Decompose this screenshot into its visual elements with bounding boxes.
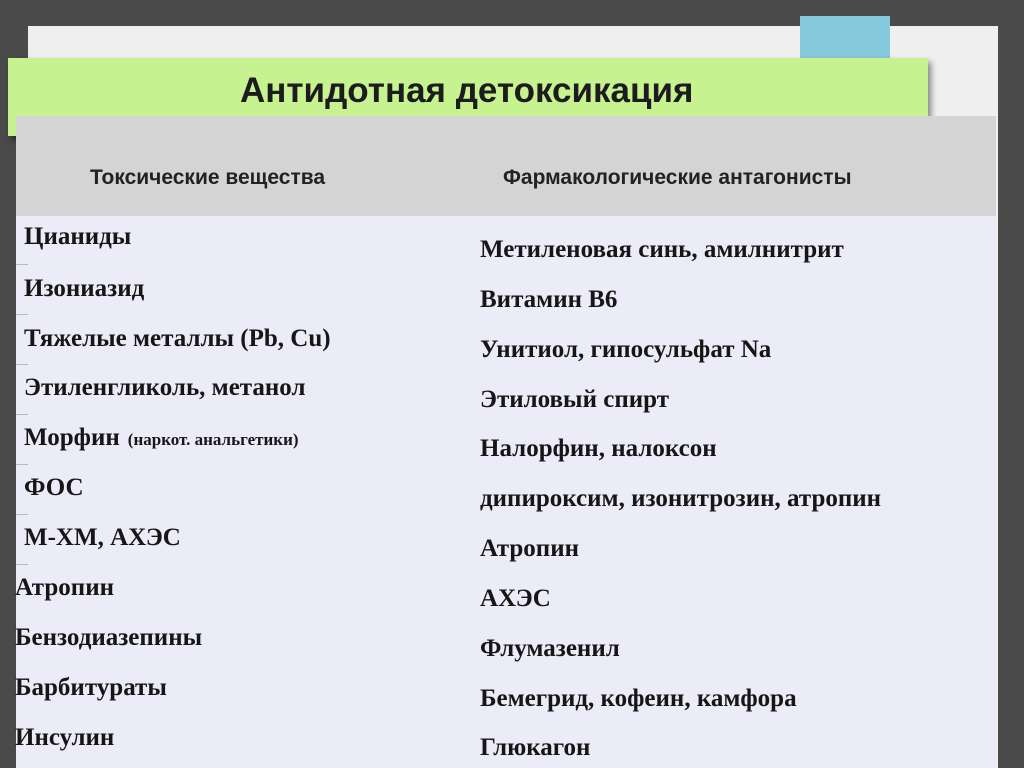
decorative-accent-block — [800, 16, 890, 62]
antagonist-cell: Витамин В6 — [480, 286, 618, 313]
substance-note: (наркот. анальгетики) — [127, 430, 299, 449]
row-divider — [16, 464, 28, 465]
antagonist-cell: Этиловый спирт — [480, 386, 669, 413]
substance-cell-with-note — [24, 423, 299, 455]
column-header-antagonists: Фармакологические антагонисты — [503, 166, 852, 189]
substance-cell: Цианиды — [24, 223, 132, 250]
row-divider — [16, 264, 28, 265]
substance-cell: М-ХМ, АХЭС — [24, 524, 181, 551]
row-divider — [16, 364, 28, 365]
substance-cell: Инсулин — [15, 724, 115, 751]
substance-cell: Барбитураты — [15, 674, 167, 701]
antagonist-cell: Унитиол, гипосульфат Na — [480, 336, 772, 363]
slide-title: Антидотная детоксикация — [240, 71, 694, 110]
antagonist-cell: Атропин — [480, 535, 580, 562]
row-divider — [16, 314, 28, 315]
antagonist-cell: Налорфин, налоксон — [480, 435, 717, 462]
substance-cell: Изониазид — [24, 275, 145, 302]
substance-name: Морфин — [24, 424, 120, 451]
antagonist-cell: Бемегрид, кофеин, камфора — [480, 685, 797, 712]
antagonist-cell: Флумазенил — [480, 635, 620, 662]
row-divider — [16, 514, 28, 515]
antagonist-cell: АХЭС — [480, 585, 551, 612]
substance-cell: ФОС — [24, 474, 84, 501]
substance-cell: Атропин — [15, 574, 115, 601]
substance-cell: Бензодиазепины — [15, 624, 203, 651]
substance-cell: Этиленгликоль, метанол — [24, 374, 306, 401]
antagonist-cell: Метиленовая синь, амилнитрит — [480, 236, 844, 263]
row-divider — [16, 564, 28, 565]
substance-cell: Тяжелые металлы (Pb, Cu) — [24, 325, 331, 352]
column-header-substances: Токсические вещества — [90, 166, 326, 189]
antagonist-cell: Глюкагон — [480, 734, 591, 761]
row-divider — [16, 414, 28, 415]
antagonist-cell: дипироксим, изонитрозин, атропин — [480, 485, 882, 512]
